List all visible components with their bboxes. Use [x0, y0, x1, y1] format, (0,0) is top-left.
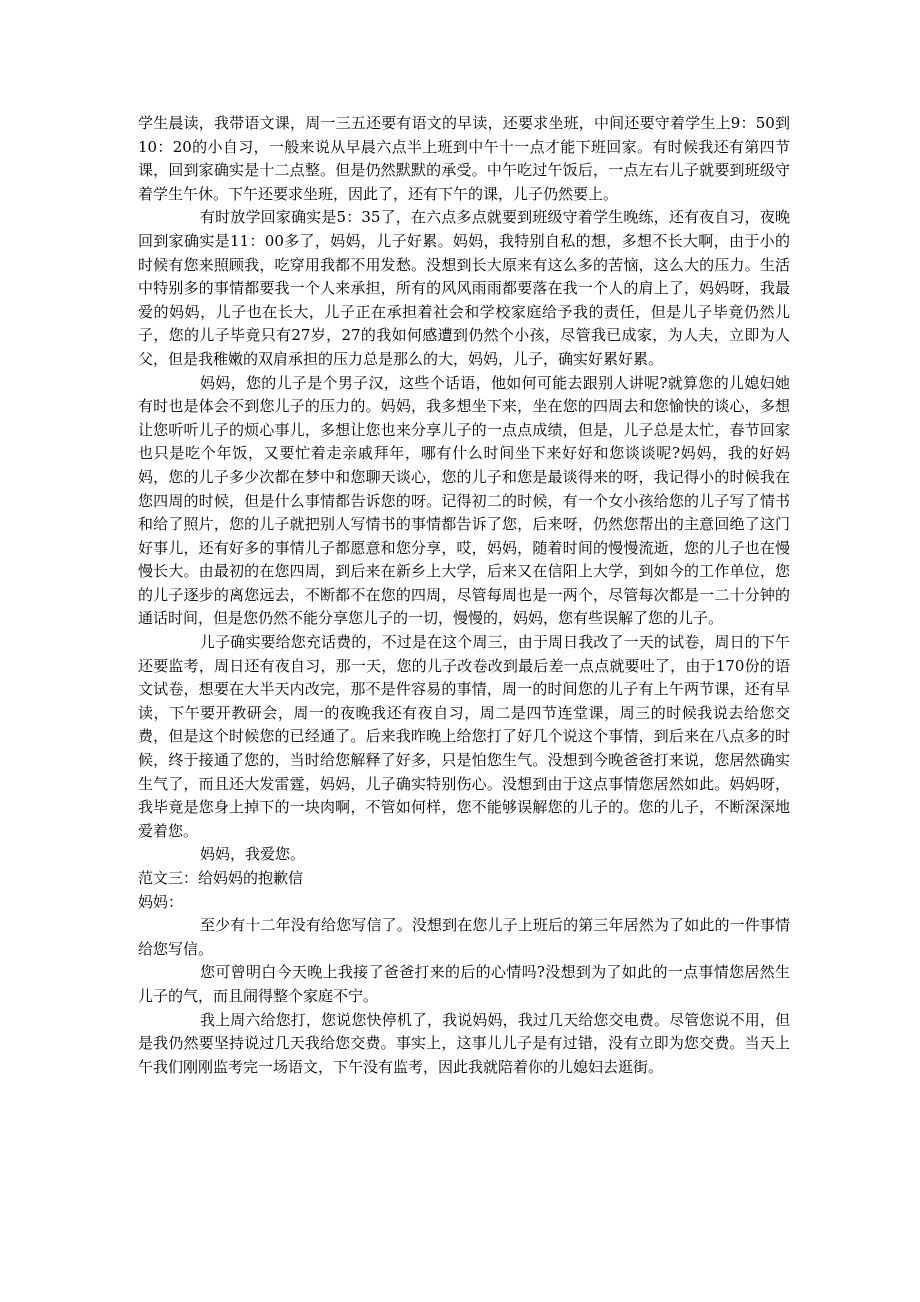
- paragraph-1: 学生晨读，我带语文课，周一三五还要有语文的早读，还要求坐班，中间还要守着学生上9：50到10：20的小自习，一般来说从早晨六点半上班到中午十一点才能下班回家。有时候我还有第四节课，回到家确实是十二点整。但是仍然默默的承受。中午吃过午饭后，一点左右儿子就要到班级守着学生午休。下午还要求坐班，因此了，还有下午的课，儿子仍然要上。: [138, 114, 790, 203]
- letter-paragraph-1: 至少有十二年没有给您写信了。没想到在您儿子上班后的第三年居然为了如此的一件事情给您写信。: [138, 916, 790, 958]
- letter-paragraph-2: 您可曾明白今天晚上我接了爸爸打来的后的心情吗?没想到为了如此的一点事情您居然生儿子的气，而且闹得整个家庭不宁。: [138, 963, 790, 1005]
- document-body: [138, 112, 790, 1079]
- paragraph-2: 有时放学回家确实是5：35了，在六点多点就要到班级守着学生晚练，还有夜自习，夜晚回到家确实是11：00多了，妈妈，儿子好累。妈妈，我特别自私的想，多想不长大啊，由于小的时候有您来照顾我，吃穿用我都不用发愁。没想到长大原来有这么多的苦恼，这么大的压力。生活中特别多的事情都要我一个人来承担，所有的风风雨雨都要落在我一个人的肩上了，妈妈呀，我最爱的妈妈，儿子也在长大，儿子正在承担着社会和学校家庭给予我的责任，但是儿子毕竟仍然儿子，您的儿子毕竟只有27岁，27的我如何感遭到仍然个小孩，尽管我已成家，为人夫，立即为人父，但是我稚嫩的双肩承担的压力总是那么的大，妈妈，儿子，确实好累好累。: [138, 208, 790, 368]
- closing-line: 妈妈，我爱您。: [200, 845, 306, 864]
- section-title: 范文三：给妈妈的抱歉信: [138, 869, 304, 887]
- paragraph-3: 妈妈，您的儿子是个男子汉，这些个话语，他如何可能去跟别人讲呢?就算您的儿媳妇她有时也是体会不到您儿子的压力的。妈妈，我多想坐下来，坐在您的四周去和您愉快的谈心，多想让您听听儿子的烦心事儿，多想让您也来分享儿子的一点点成绩，但是，儿子总是太忙，春节回家也只是吃个年饭，又要忙着走亲戚拜年，哪有什么时间坐下来好好和您谈谈呢?妈妈，我的好妈妈，您的儿子多少次都在梦中和您聊天谈心，您的儿子和您是最谈得来的呀，我记得小的时候我在您四周的时候，但是什么事情都告诉您的呀。记得初二的时候，有一个女小孩给您的儿子写了情书和给了照片，您的儿子就把别人写情书的事情都告诉了您，后来呀，仍然您帮出的主意回绝了这门好事儿，还有好多的事情儿子都愿意和您分享，哎，妈妈，随着时间的慢慢流逝，您的儿子也在慢慢长大。由最初的在您四周，到后来在新乡上大学，后来又在信阳上大学，到如今的工作单位，您的儿子逐步的离您远去，不断都不在您的四周，尽管每周也是一两个，尽管每次都是一二十分钟的通话时间，但是您仍然不能分享您儿子的一切，慢慢的，妈妈，您有些误解了您的儿子。: [138, 373, 790, 628]
- paragraph-4: 儿子确实要给您充话费的，不过是在这个周三，由于周日我改了一天的试卷，周日的下午还要监考，周日还有夜自习，那一天，您的儿子改卷改到最后差一点点就要吐了，由于170份的语文试卷，想要在大半天内改完，那不是件容易的事情，周一的时间您的儿子有上午两节课，还有早读，下午要开教研会，周一的夜晚我还有夜自习，周二是四节连堂课，周三的时候我说去给您交费，但是这个时候您的已经通了。后来我昨晚上给您打了好几个说这个事情，到后来在八点多的时候，终于接通了您的，当时给您解释了好多，只是怕您生气。没想到今晚爸爸打来说，您居然确实生气了，而且还大发雷霆，妈妈，儿子确实特别伤心。没想到由于这点事情您居然如此。妈妈呀，我毕竟是您身上掉下的一块肉啊，不管如何样，您不能够误解您的儿子的。您的儿子，不断深深地爱着您。: [138, 633, 790, 840]
- salutation: 妈妈：: [138, 892, 184, 911]
- letter-paragraph-3: 我上周六给您打，您说您快停机了，我说妈妈，我过几天给您交电费。尽管您说不用，但是我仍然要坚持说过几天我给您交费。事实上，这事儿儿子是有过错，没有立即为您交费。当天上午我们刚刚监考完一场语文，下午没有监考，因此我就陪着你的儿媳妇去逛街。: [138, 1010, 790, 1076]
